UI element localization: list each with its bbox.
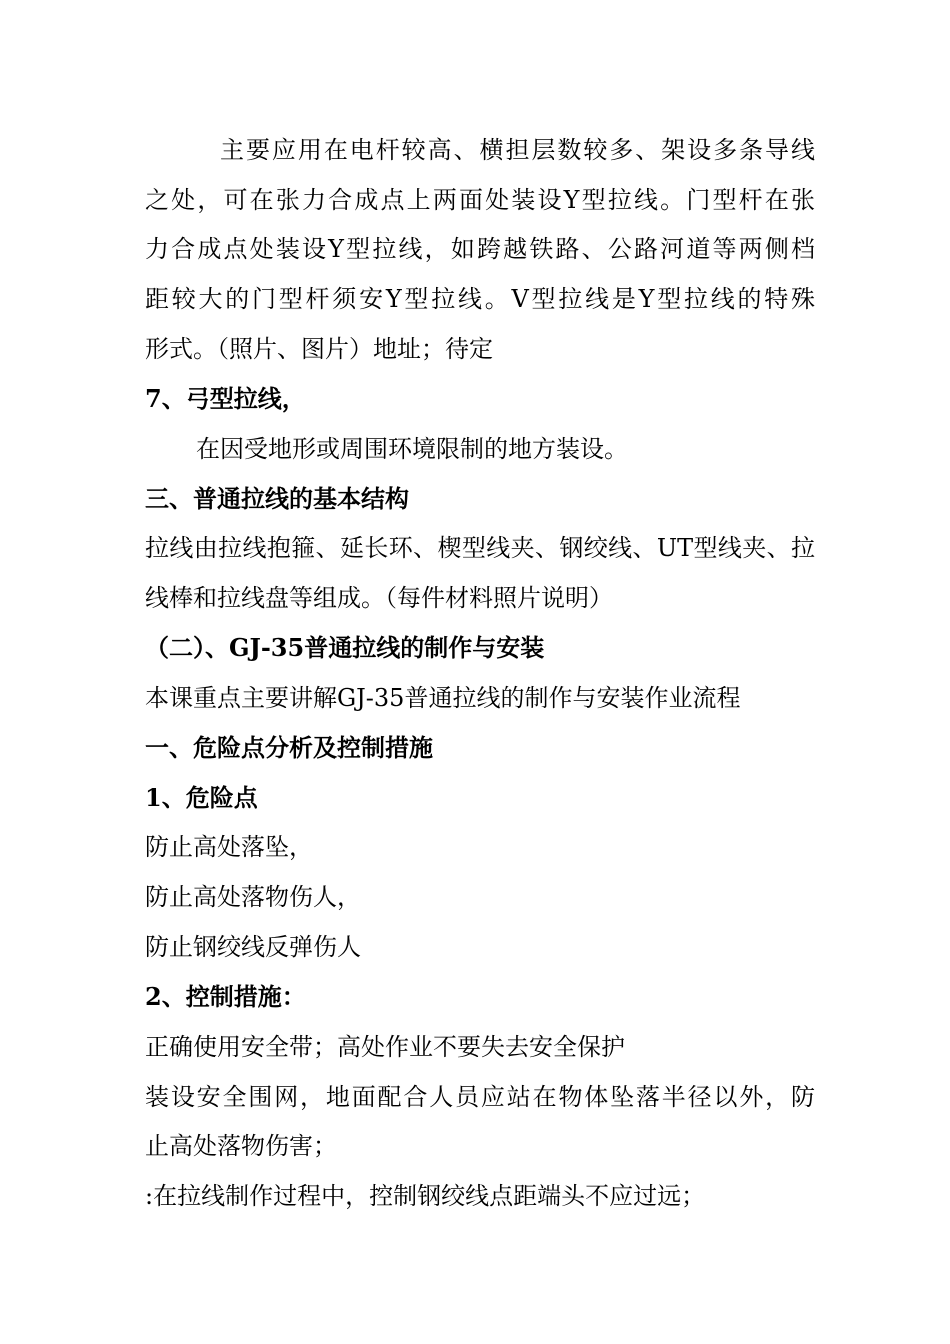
- section-heading: 1、危险点: [145, 783, 258, 812]
- paragraph-line: 拉线由拉线抱箍、延长环、楔型线夹、钢绞线、UT型线夹、拉: [145, 534, 815, 562]
- section-heading: 一、危险点分析及控制措施: [145, 733, 433, 762]
- paragraph-line: 在因受地形或周围环境限制的地方装设。: [196, 435, 628, 463]
- paragraph-line: 装设安全围网，地面配合人员应站在物体坠落半径以外，防: [145, 1083, 815, 1111]
- paragraph-line: 防止高处落物伤人，: [145, 883, 361, 911]
- paragraph-line: 防止高处落坠，: [145, 833, 313, 861]
- paragraph-line: 之处，可在张力合成点上两面处装设Y型拉线。门型杆在张: [145, 186, 815, 214]
- paragraph-line: 形式。（照片、图片）地址；待定: [145, 335, 493, 363]
- paragraph-line: 主要应用在电杆较高、横担层数较多、架设多条导线: [220, 136, 815, 164]
- section-heading: 三、普通拉线的基本结构: [145, 484, 409, 513]
- section-heading: （二）、GJ-35普通拉线的制作与安装: [145, 633, 545, 662]
- paragraph-line: :在拉线制作过程中，控制钢绞线点距端头不应过远；: [145, 1182, 706, 1210]
- paragraph-line: 距较大的门型杆须安Y型拉线。V型拉线是Y型拉线的特殊: [145, 285, 815, 313]
- paragraph-line: 防止钢绞线反弹伤人: [145, 933, 361, 961]
- section-heading: 7、弓型拉线，: [145, 384, 306, 413]
- paragraph-line: 线棒和拉线盘等组成。（每件材料照片说明）: [145, 584, 613, 612]
- section-heading: 2、控制措施：: [145, 982, 306, 1011]
- paragraph-line: 力合成点处装设Y型拉线，如跨越铁路、公路河道等两侧档: [145, 235, 815, 263]
- paragraph-line: 止高处落物伤害；: [145, 1132, 337, 1160]
- paragraph-line: 本课重点主要讲解GJ-35普通拉线的制作与安装作业流程: [145, 684, 741, 712]
- paragraph-line: 正确使用安全带；高处作业不要失去安全保护: [145, 1033, 625, 1061]
